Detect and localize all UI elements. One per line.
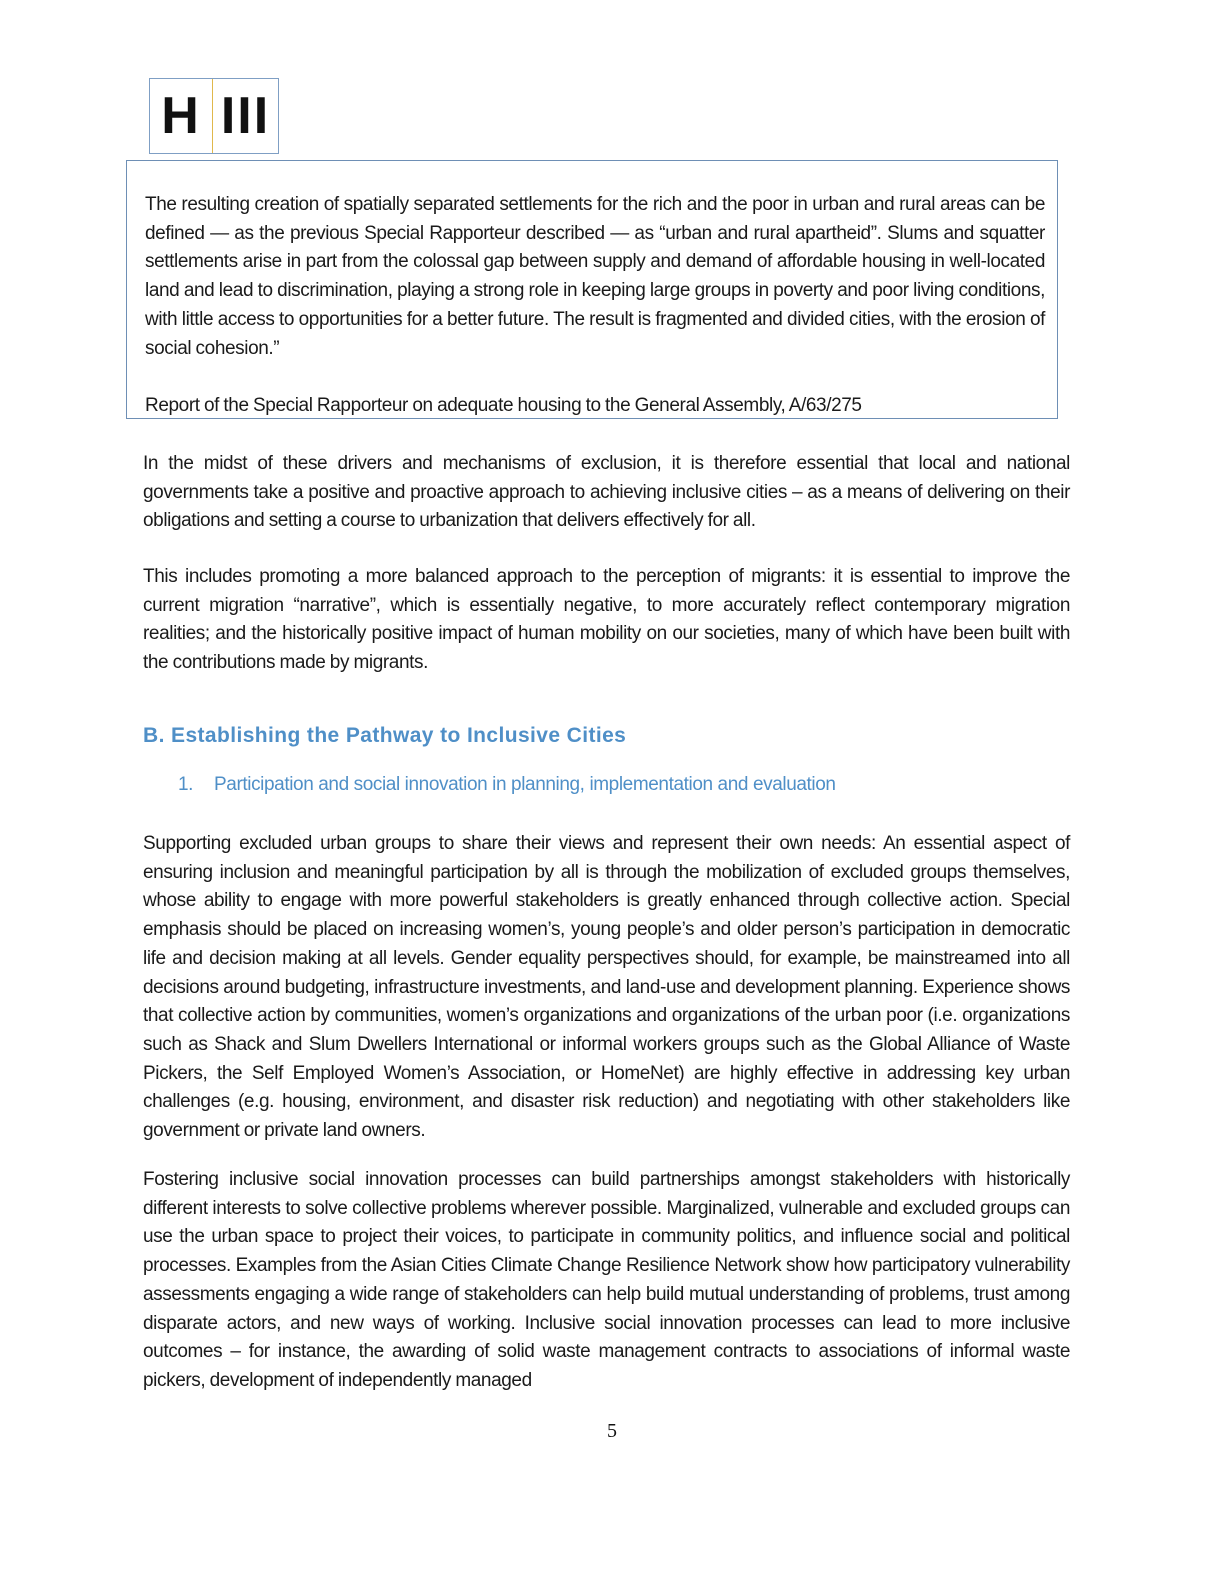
quote-box xyxy=(126,160,1058,419)
paragraph-excluded-groups: Supporting excluded urban groups to share their views and represent their own needs: An essential aspect of ensuring inclusion and meaningful participation by all is through the mobilization of excluded groups themselves, whose ability to engage with more powerful stakeholders is greatly enhanced through collective action. Special emphasis should be placed on increasing women’s, young people’s and older person’s participation in democratic life and decision making at all levels. Gender equality perspectives should, for example, be mainstreamed into all decisions around budgeting, infrastructure investments, and land-use and development planning. Experience shows that collective action by communities, women’s organizations and organizations of the urban poor (i.e. organizations such as Shack and Slum Dwellers International or informal workers groups such as the Global Alliance of Waste Pickers, the Self Employed Women’s Association, or HomeNet) are highly effective in addressing key urban challenges (e.g. housing, environment, and disaster risk reduction) and negotiating with other stakeholders like government or private land owners. xyxy=(143,833,1070,1142)
subheading-text: Participation and social innovation in planning, implementation and evaluation xyxy=(214,774,836,795)
subheading-number: 1. xyxy=(178,774,194,795)
page-number: 5 xyxy=(607,1420,617,1442)
quote-text: The resulting creation of spatially separated settlements for the rich and the poor in urban and rural areas can be defined — as the previous Special Rapporteur described — as “urban and rural apartheid”. Slums and squatter settlements arise in part from the colossal gap between supply and demand of affordable housing in well-located land and lead to discrimination, playing a strong role in keeping large groups in poverty and poor living conditions, with little access to opportunities for a better future. The result is fragmented and divided cities, with the erosion of social cohesion.” xyxy=(145,194,1045,359)
subheading xyxy=(178,774,836,796)
paragraph-social-innovation: Fostering inclusive social innovation processes can build partnerships amongst stakeholders with historically different interests to solve collective problems wherever possible. Marginalized, vulnerable and excluded groups can use the urban space to project their voices, to participate in community politics, and influence social and political processes. Examples from the Asian Cities Climate Change Resilience Network show how participatory vulnerability assessments engaging a wide range of stakeholders can help build mutual understanding of problems, trust among disparate actors, and new ways of working. Inclusive social innovation processes can lead to more inclusive outcomes – for instance, the awarding of solid waste management contracts to associations of informal waste pickers, development of independently managed xyxy=(143,1169,1070,1391)
paragraph-drivers-of-exclusion: In the midst of these drivers and mechanisms of exclusion, it is therefore essential that local and national governments take a positive and proactive approach to achieving inclusive cities – as a means of delivering on their obligations and setting a course to urbanization that delivers effectively for all. xyxy=(143,453,1070,532)
quote-source: Report of the Special Rapporteur on adequate housing to the General Assembly, A/63/275 xyxy=(145,395,862,417)
logo-letter-h: H xyxy=(150,79,213,153)
logo-numeral-iii: III xyxy=(220,87,271,145)
habitat-iii-logo xyxy=(149,78,279,154)
paragraph-migrants: This includes promoting a more balanced approach to the perception of migrants: it is essential to improve the current migration “narrative”, which is essentially negative, to more accurately reflect contemporary migration realities; and the historically positive impact of human mobility on our societies, many of which have been built with the contributions made by migrants. xyxy=(143,566,1070,674)
section-heading: B. Establishing the Pathway to Inclusive Cities xyxy=(143,724,627,747)
